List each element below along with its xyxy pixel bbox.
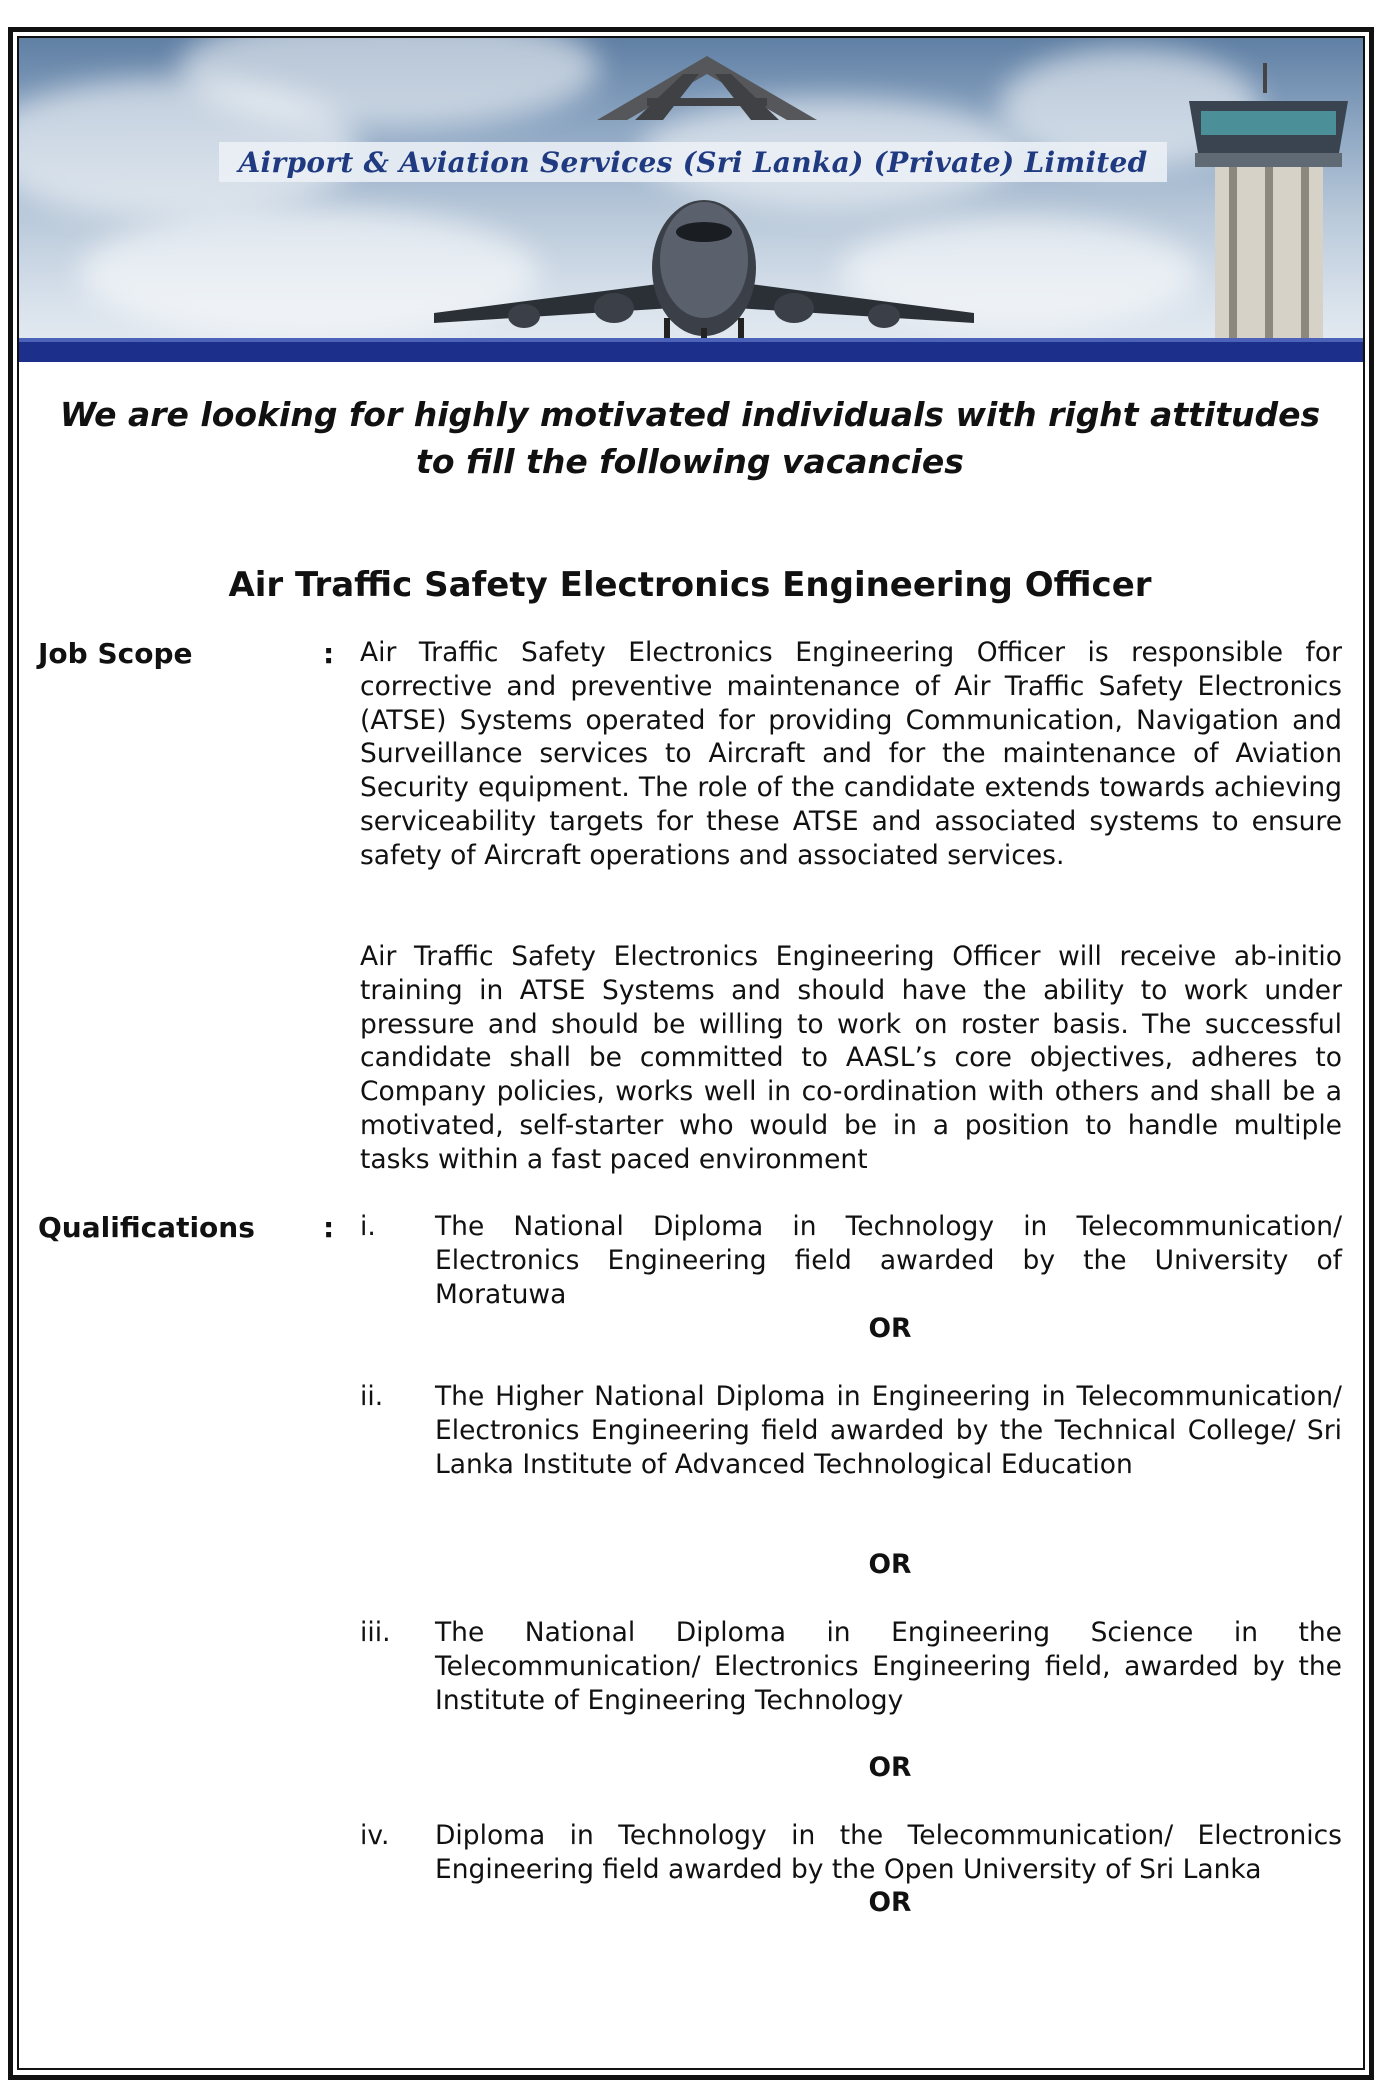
job-scope-paragraph-2: Air Traffic Safety Electronics Engineering Officer will receive ab-initio training in ATSE Systems and should have the ability to work under pressure and should be willing to work on roster basis. The successful candidate shall be committed to AASL’s core objectives, adheres to Company policies, works well in co-ordination with others and shall be a motivated, self-starter who would be in a position to handle multiple tasks within a fast paced environment bbox=[360, 941, 1342, 1175]
qualification-item: The National Diploma in Technology in Telecommunication/ Electronics Engineering field awarded by the University of Moratuwa bbox=[435, 1211, 1342, 1310]
qualifications-label: Qualifications bbox=[38, 1211, 255, 1244]
intro-line-1: We are looking for highly motivated individuals with right attitudes bbox=[59, 395, 1321, 434]
header-banner bbox=[19, 38, 1363, 362]
qualification-number: i. bbox=[360, 1211, 376, 1242]
company-logo-icon bbox=[587, 54, 827, 124]
qualification-number: iii. bbox=[360, 1617, 391, 1648]
job-scope-colon: : bbox=[323, 637, 335, 670]
qualification-number: iv. bbox=[360, 1820, 390, 1851]
or-separator: OR bbox=[868, 1549, 912, 1580]
banner-divider bbox=[19, 342, 1363, 362]
qualification-number: ii. bbox=[360, 1381, 384, 1412]
company-name: Airport & Aviation Services (Sri Lanka) (Private) Limited bbox=[238, 145, 1148, 179]
or-separator: OR bbox=[868, 1887, 912, 1918]
qualifications-colon: : bbox=[323, 1211, 335, 1244]
or-separator: OR bbox=[868, 1752, 912, 1783]
qualification-item: Diploma in Technology in the Telecommunication/ Electronics Engineering field awarded by the Open University of Sri Lanka bbox=[435, 1820, 1342, 1885]
qualification-item: The Higher National Diploma in Engineering in Telecommunication/ Electronics Engineering field awarded by the Technical College/ Sri Lanka Institute of Advanced Technological Education bbox=[435, 1381, 1342, 1480]
job-scope-paragraph-1: Air Traffic Safety Electronics Engineering Officer is responsible for corrective and preventive maintenance of Air Traffic Safety Electronics (ATSE) Systems operated for providing Communication, Navigation and Surveillance services to Aircraft and for the maintenance of Aviation Security equipment. The role of the candidate extends towards achieving serviceability targets for these ATSE and associated systems to ensure safety of Aircraft operations and associated services. bbox=[360, 637, 1342, 871]
airplane-icon bbox=[414, 188, 994, 362]
job-scope-label: Job Scope bbox=[38, 637, 193, 670]
or-separator: OR bbox=[868, 1313, 912, 1344]
intro-line-2: to fill the following vacancies bbox=[416, 442, 964, 481]
qualification-item: The National Diploma in Engineering Science in the Telecommunication/ Electronics Engineering field, awarded by the Institute of Engineering Technology bbox=[435, 1617, 1342, 1716]
company-name-bar bbox=[219, 142, 1167, 182]
control-tower-icon bbox=[1181, 63, 1356, 343]
post-title: Air Traffic Safety Electronics Engineering Officer bbox=[228, 565, 1152, 605]
